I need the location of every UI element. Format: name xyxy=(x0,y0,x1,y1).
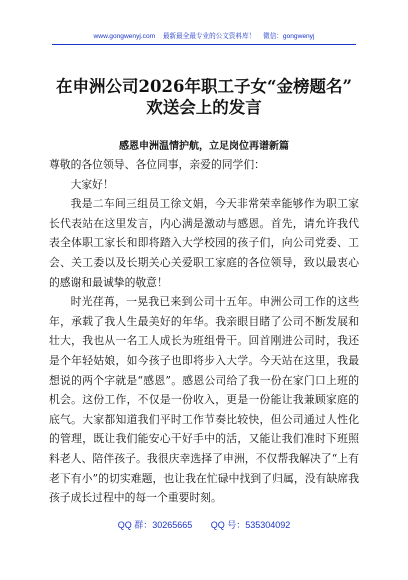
body-paragraph: 时光荏苒，一晃我已来到公司十五年。申洲公司工作的这些年，承载了我人生最美好的年华。我亲眼目睹了公司不断发展和壮大，我也从一名工人成长为班组骨干。回首刚进公司时，我还是个年轻姑娘，如今孩子也即将步入大学。今天站在这里，我最想说的两个字就是“感恩”。感恩公司给了我一份在家门口上班的机会。这份工作，不仅是一份收入，更是一份能让我兼顾家庭的底气。大家都知道我们平时工作节奏比较快，但公司通过人性化的管理，既让我们能安心干好手中的活，又能让我们准时下班照料老人、陪伴孩子。我很庆幸选择了申洲，不仅帮我解决了“上有老下有小”的切实难题，也让我在忙碌中找到了归属，没有缺席我孩子成长过程中的每一个重要时刻。 xyxy=(49,295,359,505)
page-footer xyxy=(0,518,408,531)
site-link[interactable]: www.gongwenyj.com xyxy=(93,33,156,40)
document-title xyxy=(0,76,408,118)
site-tagline: 最新最全最专业的公文资料库！ xyxy=(162,33,256,40)
document-body xyxy=(49,155,359,508)
document-subtitle: 感恩申洲温情护航，立足岗位再谱新篇 xyxy=(119,141,289,152)
body-paragraph: 我是二车间三组员工徐文娟，今天非常荣幸能够作为职工家长代表站在这里发言，内心满是激动与感恩。首先，请允许我代表全体职工家长和即将踏入大学校园的孩子们，向公司党委、工会、关工委以及长期关心关爱职工家庭的各位领导，致以最衷心的感谢和最诚挚的敬意！ xyxy=(49,197,359,289)
page-header xyxy=(0,30,408,40)
salutation: 尊敬的各位领导、各位同事，亲爱的同学们： xyxy=(49,158,265,171)
title-line-2: 欢送会上的发言 xyxy=(146,98,262,117)
qq-group: QQ 群：30265665 xyxy=(117,520,193,530)
qq-number: QQ 号：535304092 xyxy=(210,520,291,530)
title-line-1: 在申洲公司2026年职工子女“金榜题名” xyxy=(56,77,352,96)
wechat-id: 微信：gongwenyj xyxy=(263,33,315,40)
greeting: 大家好！ xyxy=(70,177,114,191)
header-divider xyxy=(52,44,356,45)
